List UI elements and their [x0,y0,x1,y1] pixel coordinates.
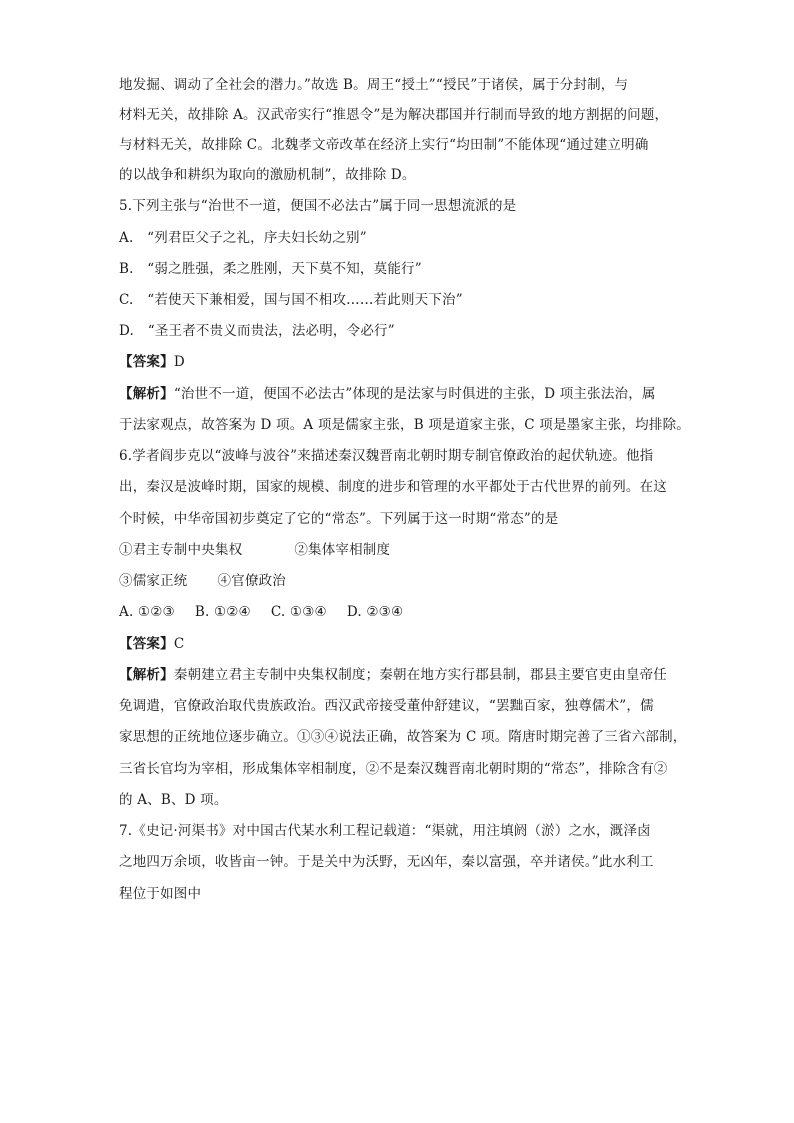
question-6-explanation-line-3: 家思想的正统地位逐步确立。①③④说法正确，故答案为 C 项。隋唐时期完善了三省六部制， [119,729,687,745]
question-5-option-b: B. “弱之胜强，柔之胜刚，天下莫不知，莫能行” [119,261,422,277]
option-b: B. ①②④ [194,604,251,620]
explanation-continued-line-3: 与材料无关，故排除 C。北魏孝文帝改革在经济上实行“均田制”不能体现“通过建立明确 [119,137,649,153]
question-6-explanation-line-4: 三省长官均为宰相，形成集体宰相制度，②不是秦汉魏晋南北朝时期的“常态”，排除含有② [119,761,668,777]
answer-value: D [173,354,185,370]
explanation-continued-line-2: 材料无关，故排除 A。汉武帝实行“推恩令”是为解决郡国并行制而导致的地方割据的问题， [119,107,669,123]
question-6-stem-line-2: 出，秦汉是波峰时期，国家的规模、制度的进步和管理的水平都处于古代世界的前列。在这 [119,479,667,495]
question-5-option-c: C. “若使天下兼相爱，国与国不相攻……若此则天下治” [119,292,463,308]
question-6-stem-line-3: 个时候，中华帝国初步奠定了它的“常态”。下列属于这一时期“常态”的是 [119,511,559,527]
question-5-explanation-line-1 [119,384,689,404]
option-a: A. ①②③ [119,604,175,620]
question-6-items-row-2 [119,571,689,591]
explanation-continued-line-1: 地发掘、调动了全社会的潜力。”故选 B。周王“授土”“授民”于诸侯，属于分封制，与 [119,77,629,93]
question-5-answer [119,352,689,372]
explanation-text: 秦朝建立君主专制中央集权制度；秦朝在地方实行郡县制，郡县主要官吏由皇帝任 [173,667,668,683]
explanation-continued-line-4: 的以战争和耕织为取向的激励机制”，故排除 D。 [119,167,416,183]
question-6-explanation-line-2: 免调遣，官僚政治取代贵族政治。西汉武帝接受董仲舒建议，“罢黜百家，独尊儒术”，儒 [119,698,654,714]
question-6-explanation-line-1 [119,665,689,685]
option-c: C. ①③④ [270,604,327,620]
question-6-items-row-1 [119,540,689,560]
item-1: ①君主专制中央集权 [119,542,243,558]
option-d: D. ②③④ [346,604,404,620]
question-6-options [119,602,689,622]
question-5-option-d: D. “圣王者不贵义而贵法，法必明，令必行” [119,323,395,339]
question-5-option-a: A. “列君臣父子之礼，序夫妇长幼之别” [119,230,367,246]
item-2: ②集体宰相制度 [294,542,391,558]
item-4: ④官僚政治 [217,573,286,589]
question-7-stem-line-1: 7.《史记·河渠书》对中国古代某水利工程记载道：“渠就，用注填阏（淤）之水，溉泽卤 [119,823,651,839]
explanation-tag: 【解析】 [119,386,174,402]
explanation-text: “治世不一道，便国不必法古”体现的是法家与时俱进的主张，D 项主张法治，属 [173,386,656,402]
answer-value: C [173,636,185,652]
question-7-stem-line-2: 之地四万余顷，收皆亩一钟。于是关中为沃野，无凶年，秦以富强，卒并诸侯。”此水利工 [119,854,654,870]
answer-tag: 【答案】 [119,636,174,652]
question-6-answer [119,634,689,654]
question-7-stem-line-3: 程位于如图中 [119,886,202,902]
question-5-explanation-line-2: 于法家观点，故答案为 D 项。A 项是儒家主张，B 项是道家主张，C 项是墨家主张，均排除。 [119,417,690,433]
explanation-tag: 【解析】 [119,667,174,683]
question-5-stem: 5.下列主张与“治世不一道，便国不必法古”属于同一思想流派的是 [119,198,517,214]
item-3: ③儒家正统 [119,573,188,589]
question-6-stem-line-1: 6.学者阎步克以“波峰与波谷”来描述秦汉魏晋南北朝时期专制官僚政治的起伏轨迹。他指 [119,448,654,464]
answer-tag: 【答案】 [119,354,174,370]
question-6-explanation-line-5: 的 A、B、D 项。 [119,792,228,808]
